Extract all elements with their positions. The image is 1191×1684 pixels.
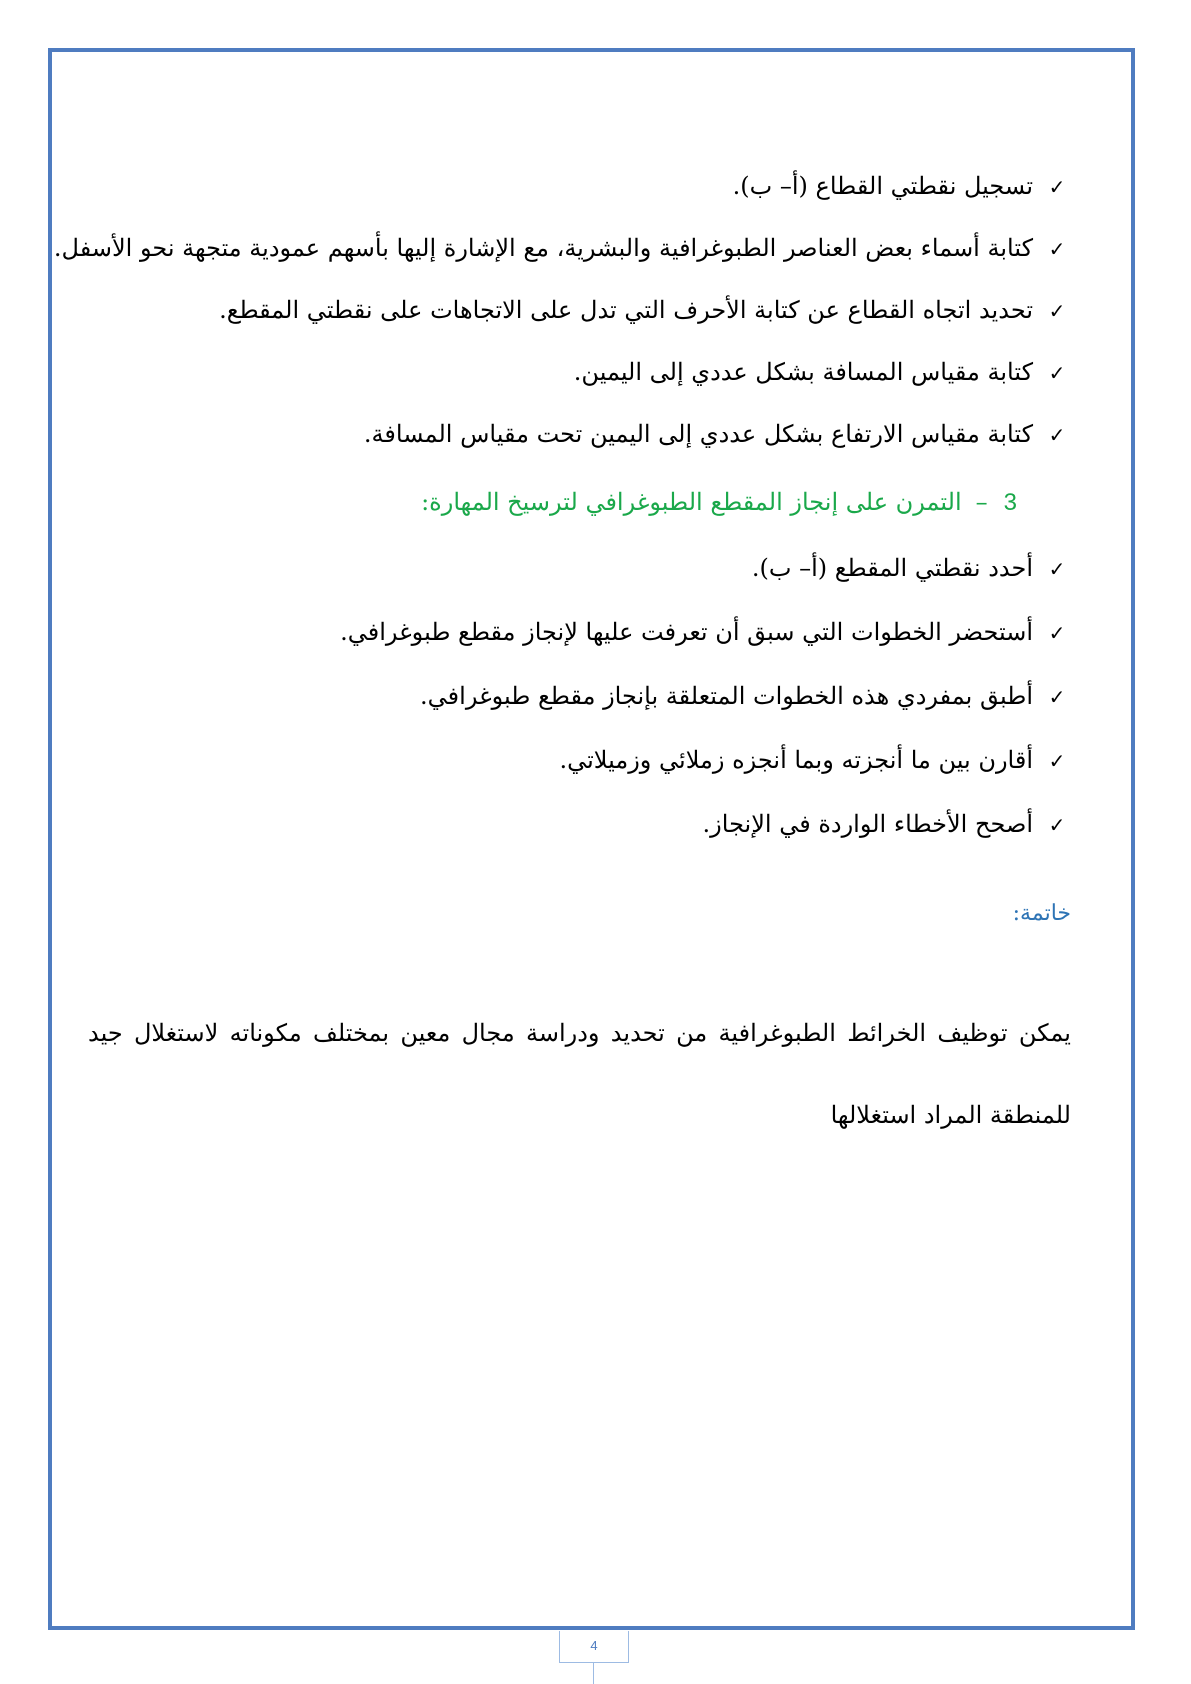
section-heading — [421, 482, 1017, 522]
list-item-text: تسجيل نقطتي القطاع (أ– ب). — [732, 172, 1033, 200]
list-item-text: أصحح الأخطاء الواردة في الإنجاز. — [702, 810, 1033, 838]
list-item — [219, 290, 1071, 330]
list-item-text: أطبق بمفردي هذه الخطوات المتعلقة بإنجاز مقطع طبوغرافي. — [420, 682, 1033, 710]
checkmark-icon: ✓ — [1048, 175, 1066, 199]
page-number: 4 — [559, 1631, 629, 1663]
checkmark-icon: ✓ — [1048, 423, 1066, 447]
list-item — [54, 228, 1071, 268]
conclusion-paragraph: يمكن توظيف الخرائط الطبوغرافية من تحديد ودراسة مجال معين بمختلف مكوناته لاستغلال جيد للمنطقة المراد استغلالها — [88, 1019, 1071, 1129]
list-item — [752, 548, 1071, 588]
list-item — [574, 352, 1071, 392]
checkmark-icon: ✓ — [1048, 813, 1066, 837]
page-number-divider — [593, 1663, 594, 1684]
checkmark-icon: ✓ — [1048, 749, 1066, 773]
list-item — [703, 804, 1071, 844]
list-item-text: أحدد نقطتي المقطع (أ– ب). — [751, 554, 1033, 582]
list-item — [733, 166, 1071, 206]
checkmark-icon: ✓ — [1048, 237, 1066, 261]
list-item — [364, 414, 1071, 454]
list-item-text: كتابة أسماء بعض العناصر الطبوغرافية والبشرية، مع الإشارة إليها بأسهم عمودية متجهة نحو الأسفل. — [53, 234, 1033, 262]
checkmark-icon: ✓ — [1048, 299, 1066, 323]
list-item — [420, 676, 1071, 716]
list-item-text: أقارن بين ما أنجزته وبما أنجزه زملائي وزميلاتي. — [559, 746, 1033, 774]
page-content — [48, 48, 1135, 1630]
checkmark-icon: ✓ — [1048, 685, 1066, 709]
list-item-text: كتابة مقياس الارتفاع بشكل عددي إلى اليمين تحت مقياس المسافة. — [363, 420, 1033, 448]
section-number: 3 — [1003, 489, 1017, 516]
checkmark-icon: ✓ — [1048, 621, 1066, 645]
list-item — [559, 740, 1071, 780]
conclusion-title: خاتمة: — [1012, 901, 1071, 926]
list-item-text: كتابة مقياس المسافة بشكل عددي إلى اليمين. — [573, 358, 1033, 386]
section-title: التمرن على إنجاز المقطع الطبوغرافي لترسيخ المهارة: — [421, 488, 962, 516]
checkmark-icon: ✓ — [1048, 557, 1066, 581]
list-item-text: تحديد اتجاه القطاع عن كتابة الأحرف التي تدل على الاتجاهات على نقطتي المقطع. — [219, 296, 1033, 324]
checkmark-icon: ✓ — [1048, 361, 1066, 385]
list-item-text: أستحضر الخطوات التي سبق أن تعرفت عليها لإنجاز مقطع طبوغرافي. — [340, 618, 1033, 646]
list-item — [340, 612, 1071, 652]
section-dash: – — [975, 488, 988, 516]
